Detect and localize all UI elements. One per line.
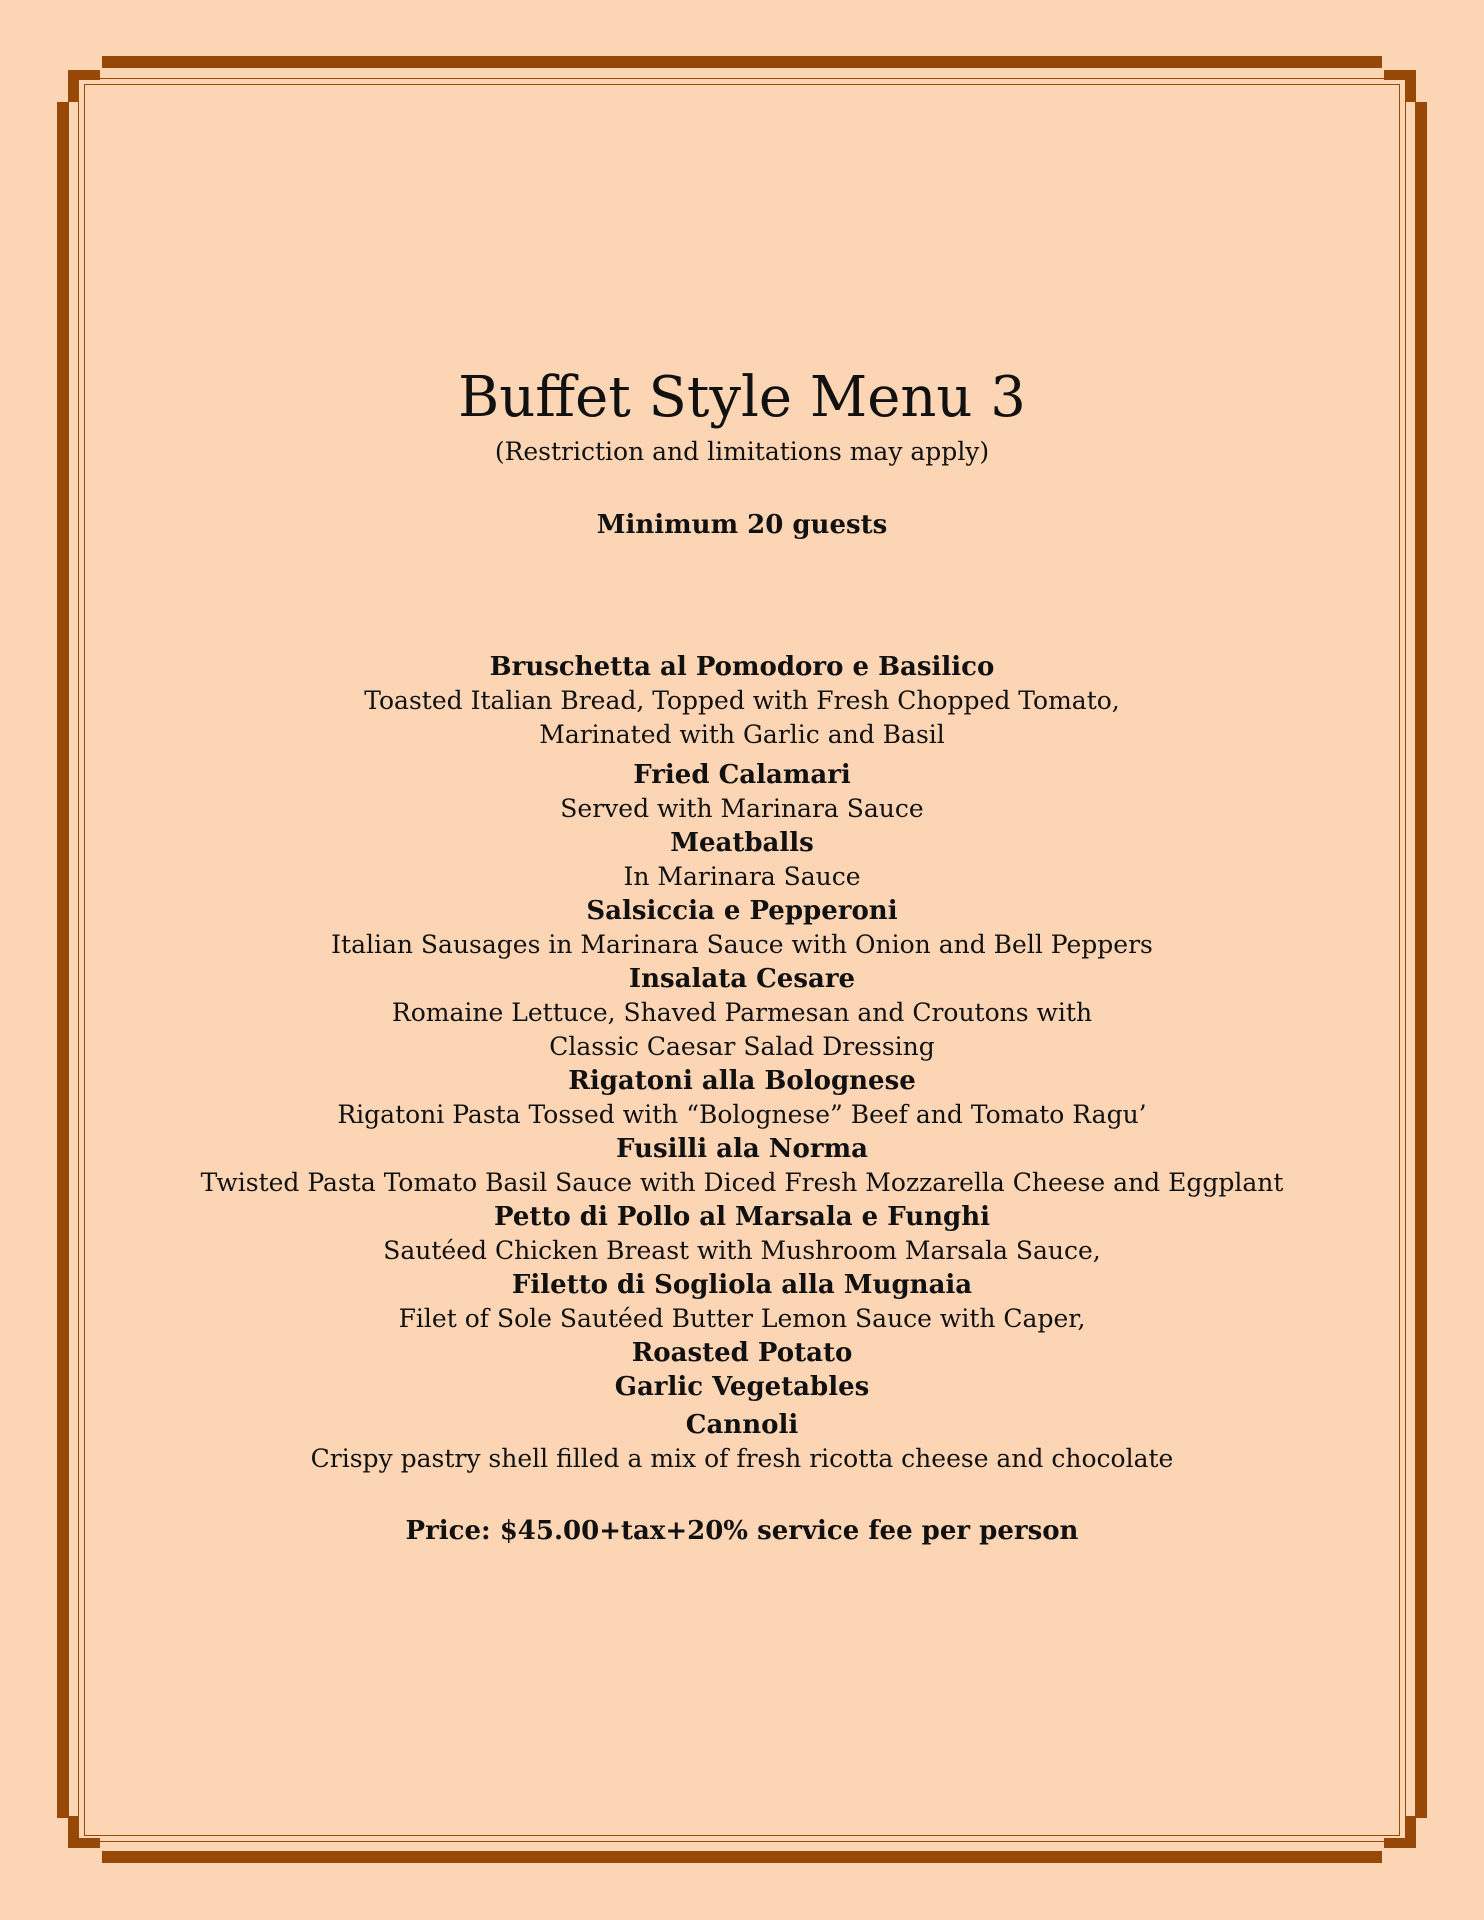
corner-top-right-v: [1406, 70, 1416, 102]
menu-item-description: Twisted Pasta Tomato Basil Sauce with Diced Fresh Mozzarella Cheese and Eggplant: [200, 1168, 1284, 1197]
menu-item: [70, 1370, 1414, 1404]
menu-item-description: Sautéed Chicken Breast with Mushroom Marsala Sauce,: [383, 1236, 1101, 1265]
menu-items-list: [70, 650, 1414, 1476]
menu-item-description: Romaine Lettuce, Shaved Parmesan and Croutons with: [391, 998, 1093, 1027]
corner-bottom-left-v: [68, 1816, 78, 1848]
menu-item-name: Cannoli: [685, 1410, 799, 1440]
menu-item-description: Served with Marinara Sauce: [560, 794, 924, 823]
border-bottom-bar: [102, 1851, 1382, 1863]
menu-title: Buffet Style Menu 3: [458, 365, 1026, 430]
minimum-guests: Minimum 20 guests: [596, 510, 888, 540]
menu-subtitle: (Restriction and limitations may apply): [494, 437, 990, 466]
menu-item-name: Fried Calamari: [633, 760, 851, 790]
menu-item-name: Rigatoni alla Bolognese: [568, 1066, 916, 1096]
menu-price: Price: $45.00+tax+20% service fee per person: [405, 1516, 1079, 1546]
menu-item-description: Rigatoni Pasta Tossed with “Bolognese” Beef and Tomato Ragu’: [337, 1100, 1147, 1129]
menu-item: [70, 894, 1414, 962]
menu-item-description: Marinated with Garlic and Basil: [539, 720, 945, 749]
corner-top-left-v: [68, 70, 78, 102]
menu-item-description: Classic Caesar Salad Dressing: [549, 1032, 935, 1061]
border-top-bar: [102, 56, 1382, 68]
border-left-bar: [57, 102, 69, 1818]
menu-item-description: Toasted Italian Bread, Topped with Fresh Chopped Tomato,: [364, 686, 1120, 715]
menu-item-name: Filetto di Sogliola alla Mugnaia: [511, 1270, 973, 1300]
menu-item-description: Italian Sausages in Marinara Sauce with Onion and Bell Peppers: [331, 930, 1153, 959]
menu-item-description: In Marinara Sauce: [623, 862, 861, 891]
menu-item-name: Petto di Pollo al Marsala e Funghi: [494, 1202, 990, 1232]
menu-item: [70, 1268, 1414, 1336]
menu-content: [70, 360, 1414, 1548]
menu-item: [70, 826, 1414, 894]
menu-item: [70, 1064, 1414, 1132]
menu-item: [70, 1408, 1414, 1476]
menu-item-name: Fusilli ala Norma: [616, 1134, 868, 1164]
menu-item: [70, 962, 1414, 1064]
menu-item: [70, 1132, 1414, 1200]
border-right-bar: [1415, 102, 1427, 1818]
menu-item: [70, 1336, 1414, 1370]
menu-item: [70, 1200, 1414, 1268]
menu-item-description: Crispy pastry shell filled a mix of fresh ricotta cheese and chocolate: [310, 1444, 1174, 1473]
menu-item-name: Meatballs: [670, 828, 814, 858]
menu-item: [70, 758, 1414, 826]
menu-item: [70, 650, 1414, 752]
menu-item-name: Garlic Vegetables: [614, 1372, 870, 1402]
menu-item-description: Filet of Sole Sautéed Butter Lemon Sauce with Caper,: [398, 1304, 1086, 1333]
menu-item-name: Roasted Potato: [631, 1338, 853, 1368]
menu-item-name: Salsiccia e Pepperoni: [586, 896, 898, 926]
menu-item-name: Bruschetta al Pomodoro e Basilico: [489, 652, 995, 682]
menu-item-name: Insalata Cesare: [628, 964, 856, 994]
corner-bottom-right-v: [1406, 1816, 1416, 1848]
